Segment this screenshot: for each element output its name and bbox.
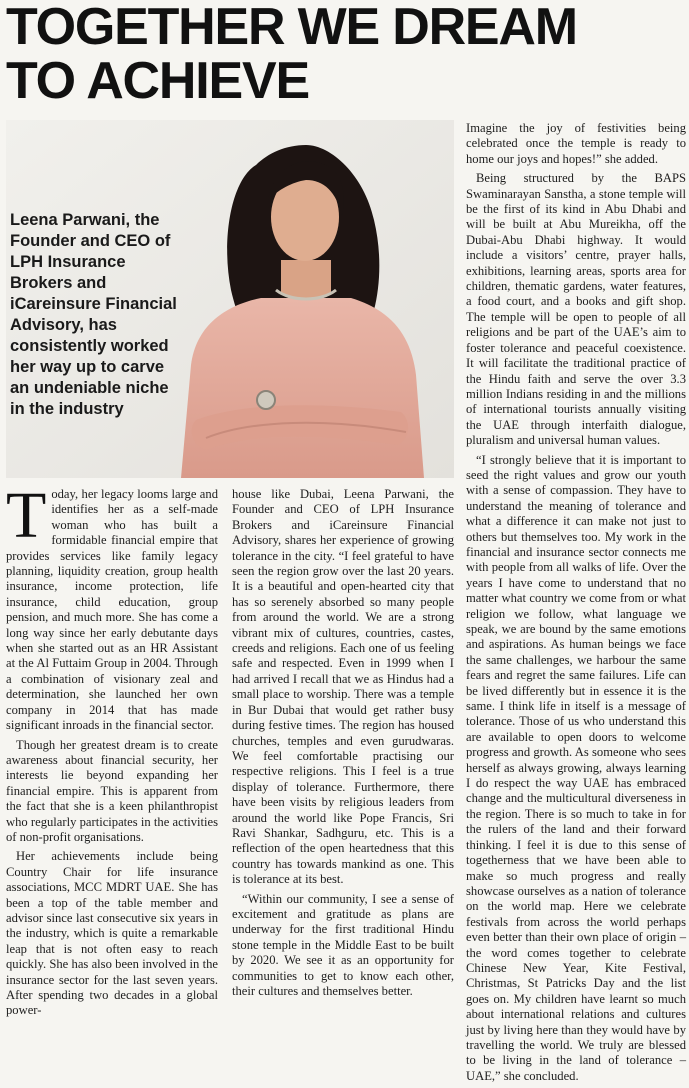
article-paragraph: Being structured by the BAPS Swaminarayan Sanstha, a stone temple will be the first of its kind in Abu Dhabi and will be built at Abu Mureikha, off the Dubai-Abu Dhabi highway. It would include a visitors’ centre, prayer halls, exhibitions, learning areas, sports area for children, thematic gardens, water features, a food court, and a books and gift shop. The temple will be open to people of all religions and be part of the UAE’s aim to foster tolerance and peaceful coexistence. It will facilitate the traditional practice of the Hindu faith and serve the over 3.3 million Indians residing in and the millions of international tourists annually visiting the UAE through interfaith dialogue, pluralism and universal human values. [466, 171, 686, 448]
article-column-3 [466, 121, 686, 1088]
article-paragraph: “Within our community, I see a sense of excitement and gratitude as plans are underway for the first traditional Hindu stone temple in the Middle East to be built by 2020. We see it as an opportunity for communities to get to know each other, their cultures and themselves better. [232, 891, 454, 998]
drop-cap: T [6, 479, 47, 552]
article-paragraph: Imagine the joy of festivities being celebrated once the temple is ready to home our joys and hopes!” she added. [466, 121, 686, 166]
article-column-1 [6, 479, 218, 1023]
article-column-2 [232, 487, 454, 1003]
headline [6, 0, 686, 108]
article-paragraph: Her achievements include being Country Chair for life insurance associations, MCC MDRT UAE. She has been a top of the table member and advisor since last consecutive six years in the industry, which is quite a remarkable leap that is not often easy to reach quickly. She has also been involved in the insurance sector for the last seven years. After spending two decades in a global power- [6, 849, 218, 1018]
standfirst: Leena Parwani, the Founder and CEO of LPH Insurance Brokers and iCareinsure Financial Advisory, has consistently worked her way up to carve an undeniable niche in the industry [10, 211, 177, 418]
headline-line-1: TOGETHER WE DREAM [6, 0, 577, 56]
article-paragraph: “I strongly believe that it is important to seed the right values and grow our youth with a sense of compassion. They have to understand the meaning of tolerance and what a difference it can make not just to others but themselves too. My work in the financial and insurance sector connects me with people from all walks of life. Over the years I have come to understand that no matter what country we come from or what religion we follow, what language we speak, we are bound by the same emotions and aspirations. As human beings we face the same challenges, we harbour the same fears and regret the same failures. Life can be lived differently but in essence it is the same. I think life in itself is a message of tolerance. Those of us who understand this are available to open doors to welcome progress and growth. As someone who sees herself as always growing, always learning I do respect the way UAE has embraced change and the multicultural diverseness in the region. There is so much to take in for the rulers of the land and their forward thinking. I feel it is due to this sense of togetherness that we have been able to make so much progress and really showcase ourselves as a nation of tolerance on the world map. Here we celebrate festivals from across the world perhaps even better than their own place of origin – the word comes together to celebrate Chinese New Year, Kite Festival, Christmas, St Patricks Day and the list goes on. My children have learnt so much about international relations and cultures just by living here than they would have by travelling the world. We truly are blessed to be living in the land of tolerance – UAE,” she concluded. [466, 452, 686, 1083]
article-paragraph: house like Dubai, Leena Parwani, the Founder and CEO of LPH Insurance Brokers and iCareinsure Financial Advisory, shares her experience of growing tolerance in the city. “I feel grateful to have seen the region grow over the last 20 years. It is a beautiful and open-hearted city that has so serenely absorbed so many people from around the world. We are a strong vibrant mix of cultures, countries, castes, creeds and religions. Each one of us feeling safe and respected. Even in 1999 when I had arrived I recall that we as Hindus had a small place to worship. There was a temple in Bur Dubai that would get rather busy during festive times. The region has housed churches, temples and even gurudwaras. We feel comfortable practising our respective religions. This I feel is a true display of tolerance. Furthermore, there have been visits by religious leaders from around the world like Pope Francis, Sri Ravi Shankar, Sadhguru, etc. This is a reflection of the open heartedness that this country has towards mankind as one. This is tolerance at its best. [232, 487, 454, 887]
headline-line-2: TO ACHIEVE [6, 52, 309, 110]
article-paragraph: Today, her legacy looms large and identifies her as a self-made woman who has built a formidable financial empire that provides services like family legacy planning, liquidity creation, group health insurance, income protection, life insurance, child education, group pension, and much more. She has come a long way since her early debutante days when she started out as an HR Assistant at the Al Futtaim Group in 2004. Through a combination of visionary zeal and determination, she launched her own company in 2014 that has made significant inroads in the financial sector. [6, 479, 218, 733]
article-paragraph: Though her greatest dream is to create awareness about financial security, her interests lie beyond expanding her financial empire. This is apparent from the fact that she is a keen philanthropist who regularly participates in the activities of non-profit organisations. [6, 737, 218, 844]
